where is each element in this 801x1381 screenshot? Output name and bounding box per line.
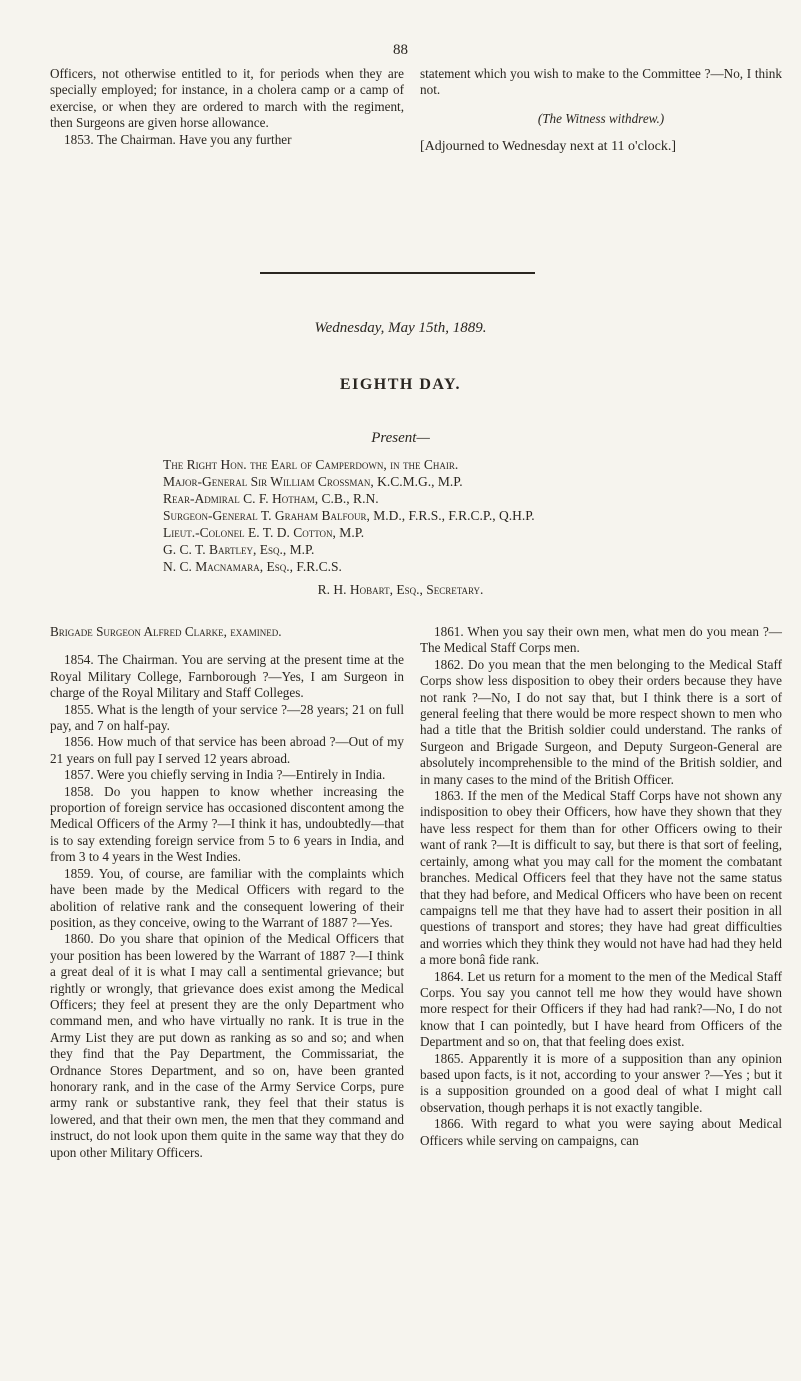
- question-1861: 1861. When you say their own men, what men do you mean ?—The Medical Staff Corps men.: [420, 624, 782, 656]
- top-left-column: [50, 66, 404, 148]
- question-1865: 1865. Apparently it is more of a supposition than any opinion based upon facts, is it not, according to your answer ?—Yes ; but it is a supposition grounded on a good deal of what I might call observation, though perhaps it is not exactly tangible.: [420, 1050, 782, 1115]
- section-divider: [260, 272, 535, 274]
- question-1862: 1862. Do you mean that the men belonging to the Medical Staff Corps show less disposition to obey their orders because they have not rank ?—No, I do not say that, but I think there is a sort of general feeling that there would be more respect shown to men who had a title that the British soldier could understand. The ranks of Surgeon and Brigade Surgeon, and Deputy Surgeon-General are absolutely incomprehensible to the mind of the British soldier, and in many cases to the mind of the British Officer.: [420, 656, 782, 787]
- secretary-line: R. H. Hobart, Esq., Secretary.: [317, 582, 484, 597]
- member-line: G. C. T. Bartley, Esq., M.P.: [163, 542, 315, 557]
- day-heading: EIGHTH DAY.: [339, 376, 462, 393]
- question-1857: 1857. Were you chiefly serving in India ?—Entirely in India.: [64, 767, 386, 783]
- present-label: Present—: [371, 430, 430, 446]
- bottom-left-column: [50, 624, 404, 1161]
- session-date: Wednesday, May 15th, 1889.: [314, 320, 487, 336]
- question-1853: 1853. The Chairman. Have you any further: [64, 131, 292, 147]
- member-line: N. C. Macnamara, Esq., F.R.C.S.: [163, 559, 342, 574]
- bottom-right-column: [420, 624, 782, 1149]
- members-list: [163, 456, 763, 575]
- question-1863: 1863. If the men of the Medical Staff Corps have not shown any indisposition to obey their Officers, how have they shown that they have less respect for them than for other Officers owing to their want of rank ?—It is difficult to say, but there is that sort of feeling, certainly, among what you may call for the moment the combatant branches. Medical Officers feel that they have not the same status that they had before, and Medical Officers who have been on recent campaigns tell me that they have had to assert their position in all questions of transport and stores; they have had great difficulties and worries which they think they would not have had had they held a more bonâ fide rank.: [420, 788, 782, 968]
- member-line: The Right Hon. the Earl of Camperdown, in the Chair.: [163, 457, 459, 472]
- continued-answer: statement which you wish to make to the Committee ?—No, I think not.: [420, 66, 782, 98]
- member-line: Surgeon-General T. Graham Balfour, M.D., F.R.S., F.R.C.P., Q.H.P.: [163, 508, 535, 523]
- question-1864: 1864. Let us return for a moment to the men of the Medical Staff Corps. You say you cannot tell me how they would have shown more respect for their Officers if they had had rank?—No, I do not know that I can pointedly, but I have heard from Officers of the Department and so on, that that feeling does exist.: [420, 968, 782, 1050]
- witness-heading: Brigade Surgeon Alfred Clarke, examined.: [50, 624, 282, 639]
- continued-paragraph: Officers, not otherwise entitled to it, for periods when they are specially employed; for instance, in a cholera camp or a camp of exercise, or when they are ordered to march with the regiment, then Surgeons are given horse allowance.: [50, 66, 404, 131]
- member-line: Major-General Sir William Crossman, K.C.M.G., M.P.: [163, 474, 463, 489]
- member-line: Lieut.-Colonel E. T. D. Cotton, M.P.: [163, 525, 365, 540]
- witness-withdrew: (The Witness withdrew.): [537, 110, 665, 126]
- question-1858: 1858. Do you happen to know whether increasing the proportion of foreign service has occasioned discontent among the Medical Officers of the Army ?—I think it has, undoubtedly—that is to say extending foreign service from 5 to 6 years in India, and from 3 to 4 years in the West Indies.: [50, 783, 404, 865]
- member-line: Rear-Admiral C. F. Hotham, C.B., R.N.: [163, 491, 379, 506]
- question-1855: 1855. What is the length of your service ?—28 years; 21 on full pay, and 7 on half-pay.: [50, 701, 404, 734]
- page-number: 88: [393, 42, 408, 58]
- question-1860: 1860. Do you share that opinion of the Medical Officers that your position has been lowered by the Warrant of 1887 ?—I think a great deal of it is what I may call a sentimental grievance; but rightly or wrongly, that grievance does exist among the Medical Officers; they feel at present they are the only Department who command men, and who have virtually no rank. It is true in the Army List they are put down as ranking as so and so; and when they find that the Pay Department, the Commissariat, the Ordnance Stores Department, and so on, have been granted honorary rank, and in the case of the Army Service Corps, pure army rank or substantive rank, they feel that their status is lowered, and that their own men, the men that they command and instruct, do not look upon them quite in the same way that they do upon other Military Officers.: [50, 931, 404, 1160]
- adjourned-note: [Adjourned to Wednesday next at 11 o'clock.]: [420, 139, 677, 155]
- question-1859: 1859. You, of course, are familiar with the complaints which have been made by the Medical Officers with regard to the abolition of relative rank and the consequent lowering of their position, as they conceive, owing to the Warrant of 1887 ?—Yes.: [50, 865, 404, 930]
- question-1854: 1854. The Chairman. You are serving at the present time at the Royal Military College, Farnborough ?—Yes, I am Surgeon in charge of the Royal Military and Staff Colleges.: [50, 652, 404, 701]
- question-1856: 1856. How much of that service has been abroad ?—Out of my 21 years on full pay I served 12 years abroad.: [50, 734, 404, 766]
- top-right-column: [420, 66, 782, 156]
- question-1866: 1866. With regard to what you were saying about Medical Officers while serving on campaigns, can: [420, 1116, 782, 1148]
